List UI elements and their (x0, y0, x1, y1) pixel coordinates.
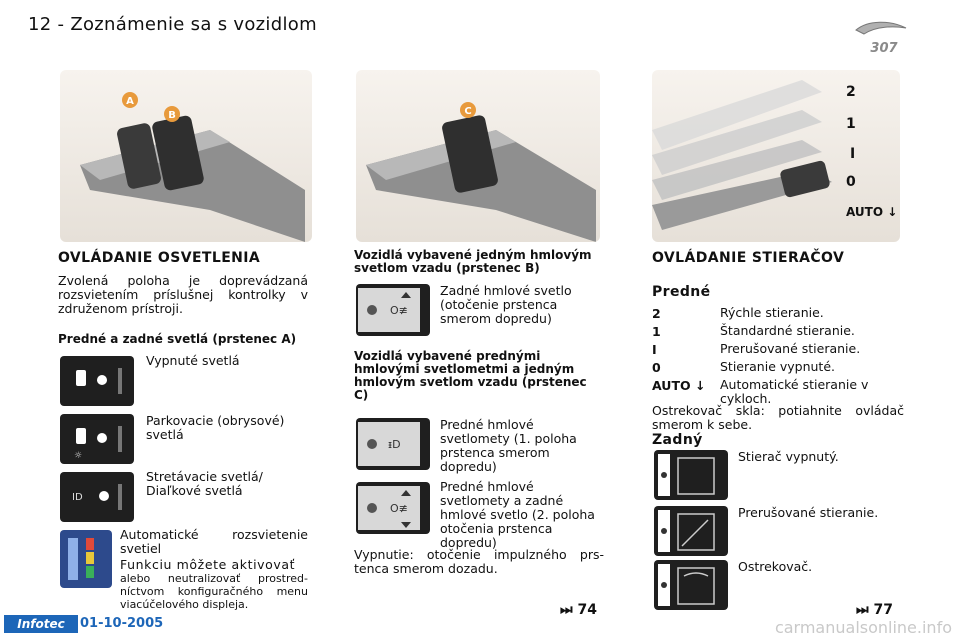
washer-note: Ostrekovač skla: potiahnite ovládač smerom k sebe. (652, 403, 904, 432)
fog-stalk-photo (356, 70, 600, 242)
lights-off-icon (60, 356, 134, 406)
lighting-heading: OVLÁDANIE OSVETLENIA (58, 250, 261, 266)
page-ref-74[interactable] (560, 602, 597, 618)
dipped-main-beam-icon (60, 472, 134, 522)
page-ref-77-number: 77 (873, 602, 893, 618)
front-rear-fog-label: Predné hmlové svetlomety a zadné hmlové svetlo (2. poloha otočenia prstenca dopredu) (440, 479, 595, 550)
auto-lighting-body-1: Funkciu môžete aktivovať (120, 557, 296, 572)
wiper-key-auto: AUTO ↓ (652, 378, 706, 393)
page-ref-77[interactable] (856, 602, 893, 618)
rear-washer-label: Ostrekovač. (738, 559, 813, 574)
wiper-key-1: 1 (652, 324, 661, 339)
svg-text:O≢: O≢ (390, 304, 408, 317)
logo-text: 307 (870, 41, 898, 56)
rear-wiper-off-label: Stierač vypnutý. (738, 449, 839, 464)
wiper-label-i: I (850, 146, 856, 162)
auto-lighting-icon (60, 530, 112, 588)
front-rear-fog-icon (356, 482, 430, 534)
front-fog-label: Predné hmlové svetlomety (1. poloha prstenca smerom dopredu) (440, 417, 577, 474)
parking-lights-label: Parkovacie (obrysové) svetlá (146, 413, 285, 442)
wiper-key-0: 0 (652, 360, 661, 375)
rear-wiper-intermittent-icon (654, 506, 728, 556)
fast-forward-icon: ⏭ (856, 602, 869, 618)
fog-subheading-2: Vozidlá vybavené prednými hmlovými svetlometmi a jedným hmlovým svetlom vzadu (prstenec C) (354, 349, 587, 402)
badge-b: B (168, 110, 176, 121)
wiper-stalk-photo (652, 70, 900, 242)
fog-subheading-1: Vozidlá vybavené jedným hmlovým svetlom vzadu (prstenec B) (354, 248, 592, 275)
wiper-desc-auto: Automatické stieranie v cykloch. (720, 377, 869, 406)
rear-wiper-intermittent-label: Prerušované stieranie. (738, 505, 879, 520)
rear-wiper-title: Zadný (652, 432, 703, 448)
rear-wiper-off-icon (654, 450, 728, 500)
badge-a: A (126, 96, 134, 107)
lighting-intro: Zvolená poloha je doprevádzaná rozsvietením príslušnej kontrolky v združenom prístroji. (58, 273, 308, 316)
parking-lights-icon (60, 414, 134, 464)
fog-off-note: Vypnutie: otočenie impulzného prs-tenca smerom dozadu. (354, 547, 604, 576)
wiper-desc-0: Stieranie vypnuté. (720, 359, 835, 374)
infotec-brand: Infotec (4, 615, 78, 633)
watermark: carmanualsonline.info (774, 618, 952, 637)
badge-c: C (464, 106, 472, 117)
fast-forward-icon: ⏭ (560, 602, 573, 618)
footer-date: 01-10-2005 (80, 616, 164, 631)
rear-fog-label: Zadné hmlové svetlo (otočenie prstenca smerom dopredu) (440, 283, 572, 326)
auto-lighting-title: Automatické rozsvietenie svetiel (120, 527, 308, 556)
wipers-heading: OVLÁDANIE STIERAČOV (652, 250, 845, 266)
rear-washer-icon (654, 560, 728, 610)
wiper-desc-i: Prerušované stieranie. (720, 341, 861, 356)
lighting-subheading: Predné a zadné svetlá (prstenec A) (58, 332, 297, 346)
dipped-main-beam-label: Stretávacie svetlá/ Diaľkové svetlá (146, 469, 263, 498)
lights-off-label: Vypnuté svetlá (146, 353, 240, 368)
wiper-label-1: 1 (846, 116, 856, 132)
brand-logo (850, 18, 912, 58)
wiper-label-auto: AUTO ↓ (846, 205, 898, 219)
wiper-key-2: 2 (652, 306, 661, 321)
svg-text:ᵻD: ᵻD (388, 438, 401, 451)
front-fog-icon (356, 418, 430, 470)
wiper-label-2: 2 (846, 84, 856, 100)
rear-fog-icon (356, 284, 430, 336)
svg-text:☼: ☼ (74, 451, 83, 461)
wiper-label-0: 0 (846, 174, 856, 190)
auto-lighting-body-2: alebo neutralizovať prostred-níctvom konfiguračného menu viacúčelového displeja. (120, 572, 308, 611)
wiper-key-i: I (652, 342, 657, 357)
wiper-desc-1: Štandardné stieranie. (720, 323, 855, 338)
page-title: 12 - Zoznámenie sa s vozidlom (28, 14, 317, 35)
svg-text:O≢: O≢ (390, 502, 408, 515)
front-wipers-title: Predné (652, 284, 711, 300)
page-ref-74-number: 74 (577, 602, 597, 618)
wiper-desc-2: Rýchle stieranie. (720, 305, 824, 320)
svg-text:ID: ID (72, 492, 83, 503)
lighting-stalk-photo (60, 70, 312, 242)
